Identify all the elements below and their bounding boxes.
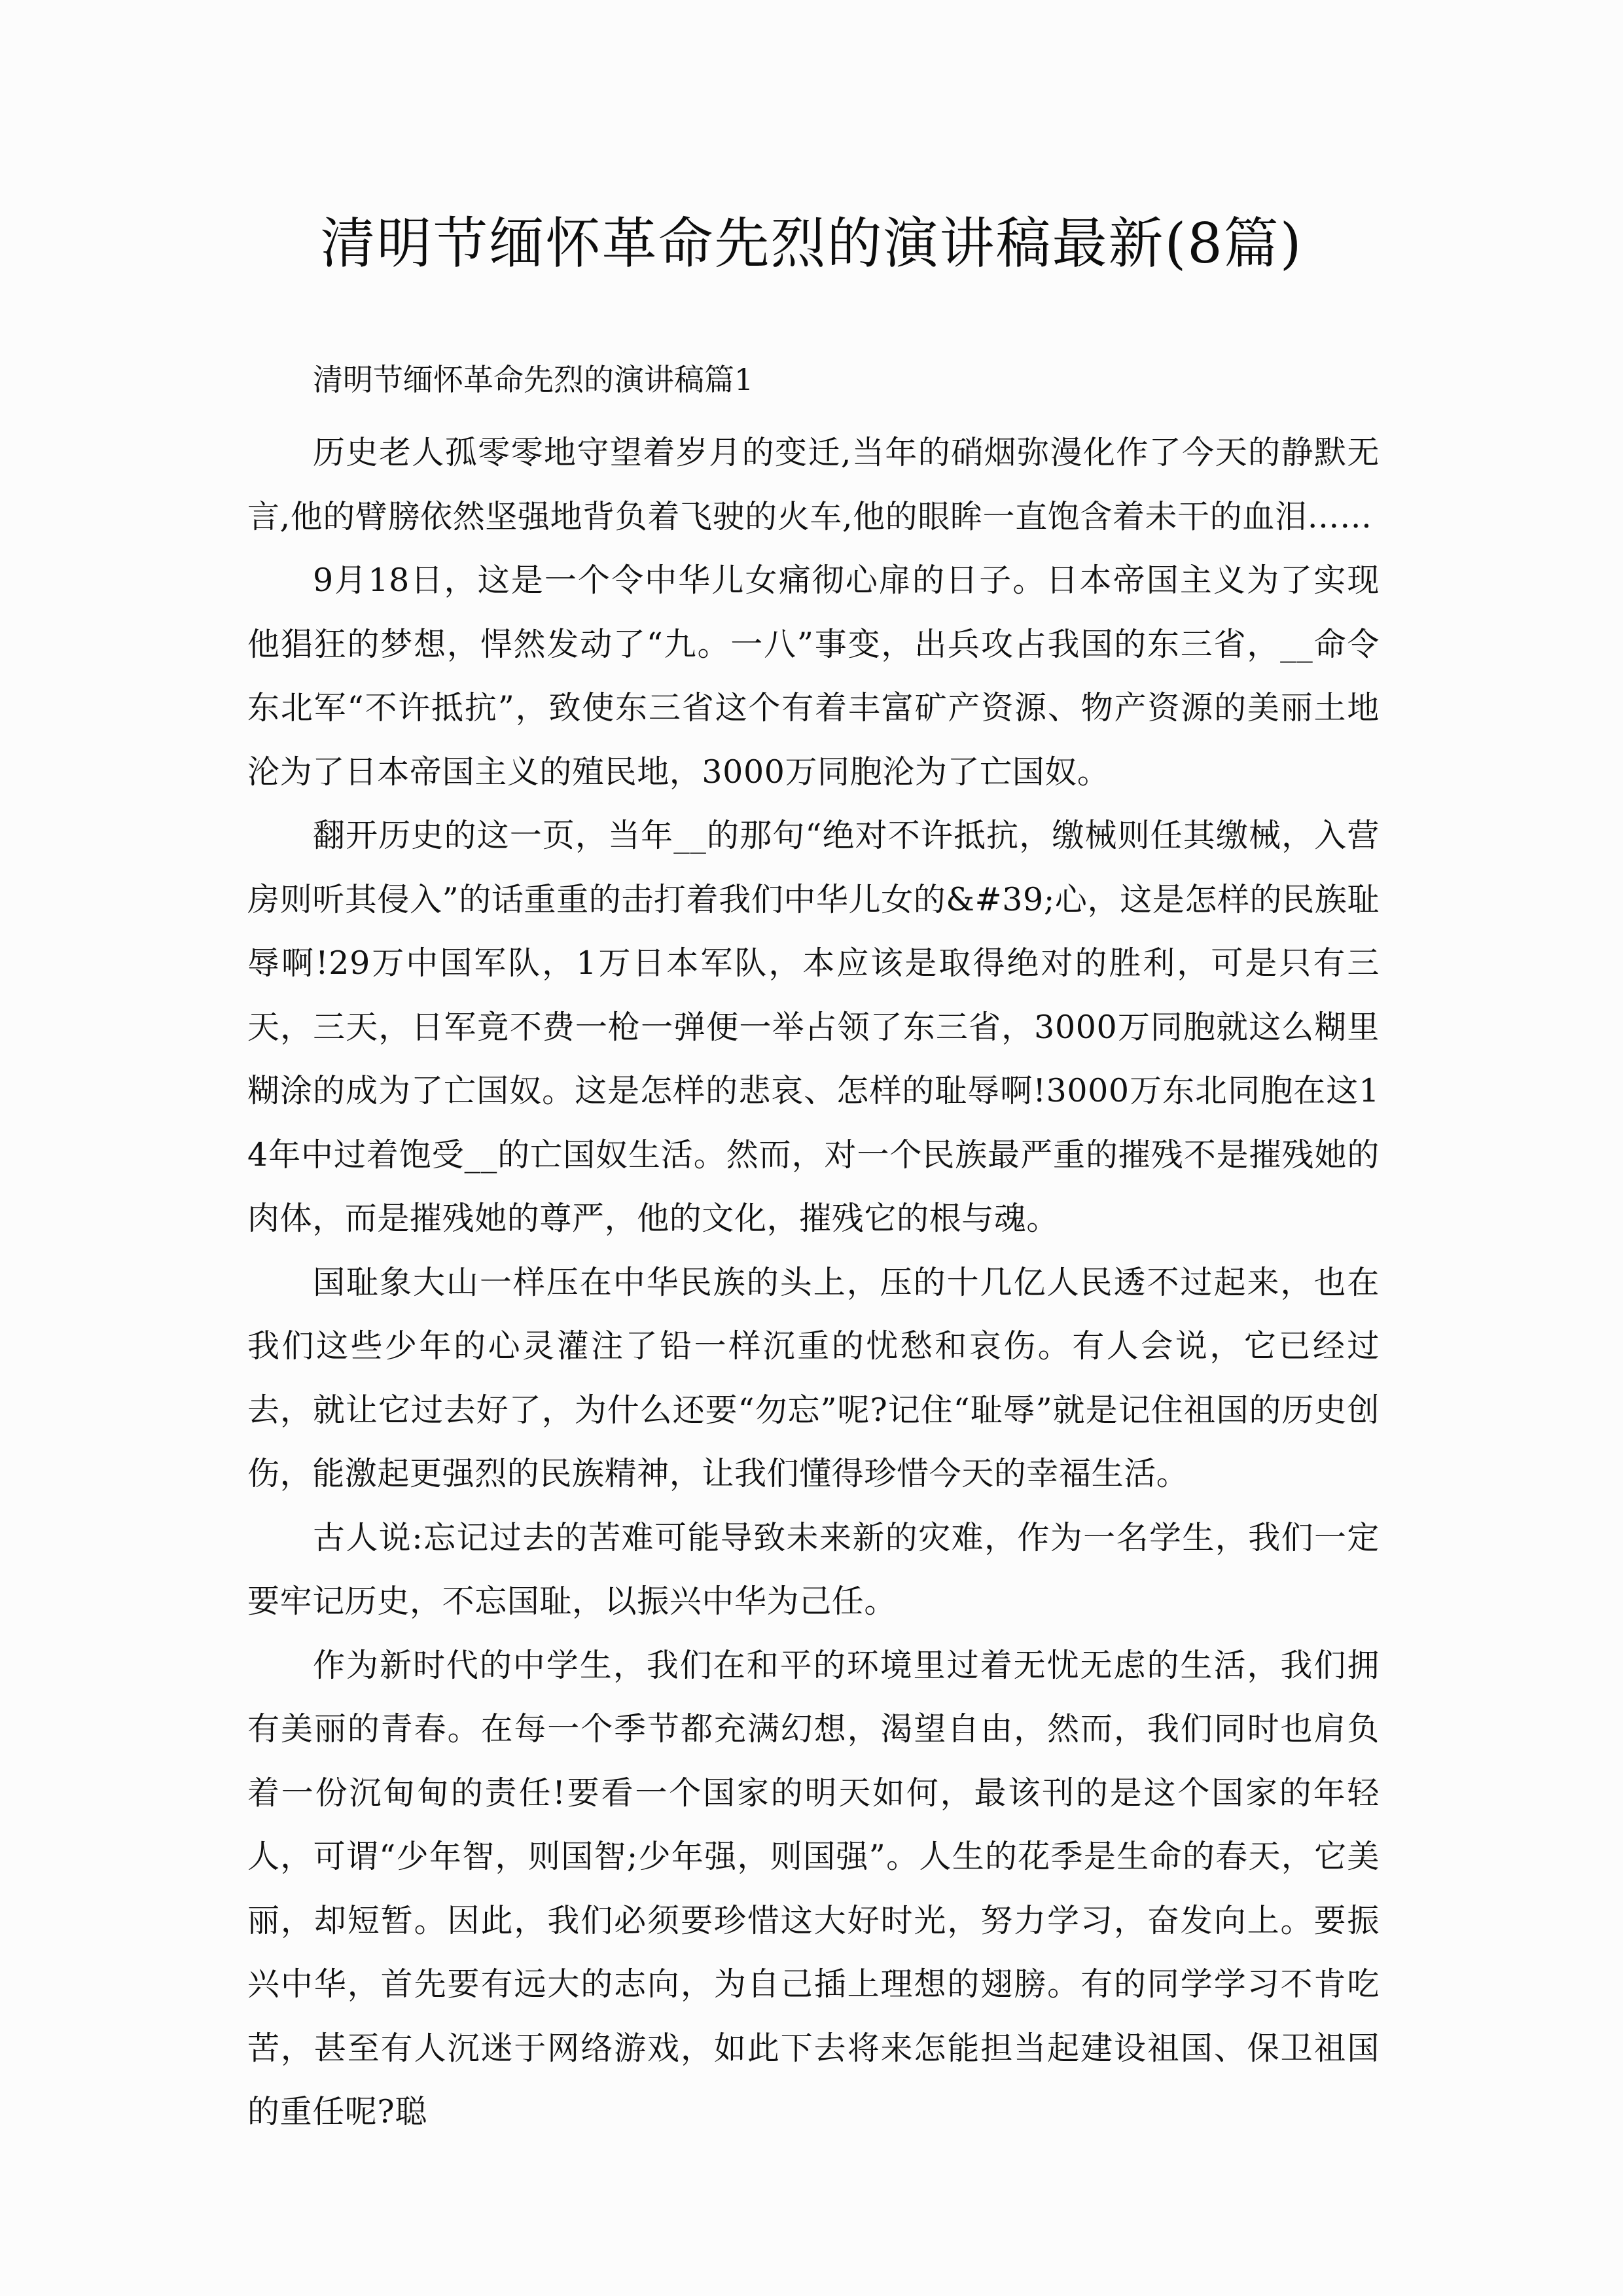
document-body <box>247 357 1380 2144</box>
section-heading: 清明节缅怀革命先烈的演讲稿篇1 <box>313 362 754 397</box>
paragraph: 翻开历史的这一页，当年__的那句“绝对不许抵抗，缴械则任其缴械，入营房则听其侵入”的话重重的击打着我们中华儿女的&#39;心，这是怎样的民族耻辱啊!29万中国军队，1万日本军队，本应该是取得绝对的胜利，可是只有三天，三天，日军竟不费一枪一弹便一举占领了东三省，3000万同胞就这么糊里糊涂的成为了亡国奴。这是怎样的悲哀、怎样的耻辱啊!3000万东北同胞在这14年中过着饱受__的亡国奴生活。然而，对一个民族最严重的摧残不是摧残她的肉体，而是摧残她的尊严，他的文化，摧残它的根与魂。 <box>247 817 1380 1237</box>
document-title: 清明节缅怀革命先烈的演讲稿最新(8篇) <box>320 211 1303 276</box>
paragraph: 历史老人孤零零地守望着岁月的变迁,当年的硝烟弥漫化作了今天的静默无言,他的臂膀依然坚强地背负着飞驶的火车,他的眼眸一直饱含着未干的血泪…… <box>247 434 1380 535</box>
paragraph: 古人说:忘记过去的苦难可能导致未来新的灾难，作为一名学生，我们一定要牢记历史，不忘国耻，以振兴中华为己任。 <box>247 1518 1380 1620</box>
paragraph: 国耻象大山一样压在中华民族的头上，压的十几亿人民透不过起来，也在我们这些少年的心灵灌注了铅一样沉重的忧愁和哀伤。有人会说，它已经过去，就让它过去好了，为什么还要“勿忘”呢?记住“耻辱”就是记住祖国的历史创伤，能激起更强烈的民族精神，让我们懂得珍惜今天的幸福生活。 <box>247 1263 1380 1492</box>
paragraph: 作为新时代的中学生，我们在和平的环境里过着无忧无虑的生活，我们拥有美丽的青春。在每一个季节都充满幻想，渴望自由，然而，我们同时也肩负着一份沉甸甸的责任!要看一个国家的明天如何，最该刊的是这个国家的年轻人，可谓“少年智，则国智;少年强，则国强”。人生的花季是生命的春天，它美丽，却短暂。因此，我们必须要珍惜这大好时光，努力学习，奋发向上。要振兴中华，首先要有远大的志向，为自己插上理想的翅膀。有的同学学习不肯吃苦，甚至有人沉迷于网络游戏，如此下去将来怎能担当起建设祖国、保卫祖国的重任呢?聪 <box>247 1646 1380 2130</box>
paragraph: 9月18日，这是一个令中华儿女痛彻心扉的日子。日本帝国主义为了实现他猖狂的梦想，悍然发动了“九。一八”事变，出兵攻占我国的东三省，__命令东北军“不许抵抗”，致使东三省这个有着丰富矿产资源、物产资源的美丽土地沦为了日本帝国主义的殖民地，3000万同胞沦为了亡国奴。 <box>247 562 1380 791</box>
